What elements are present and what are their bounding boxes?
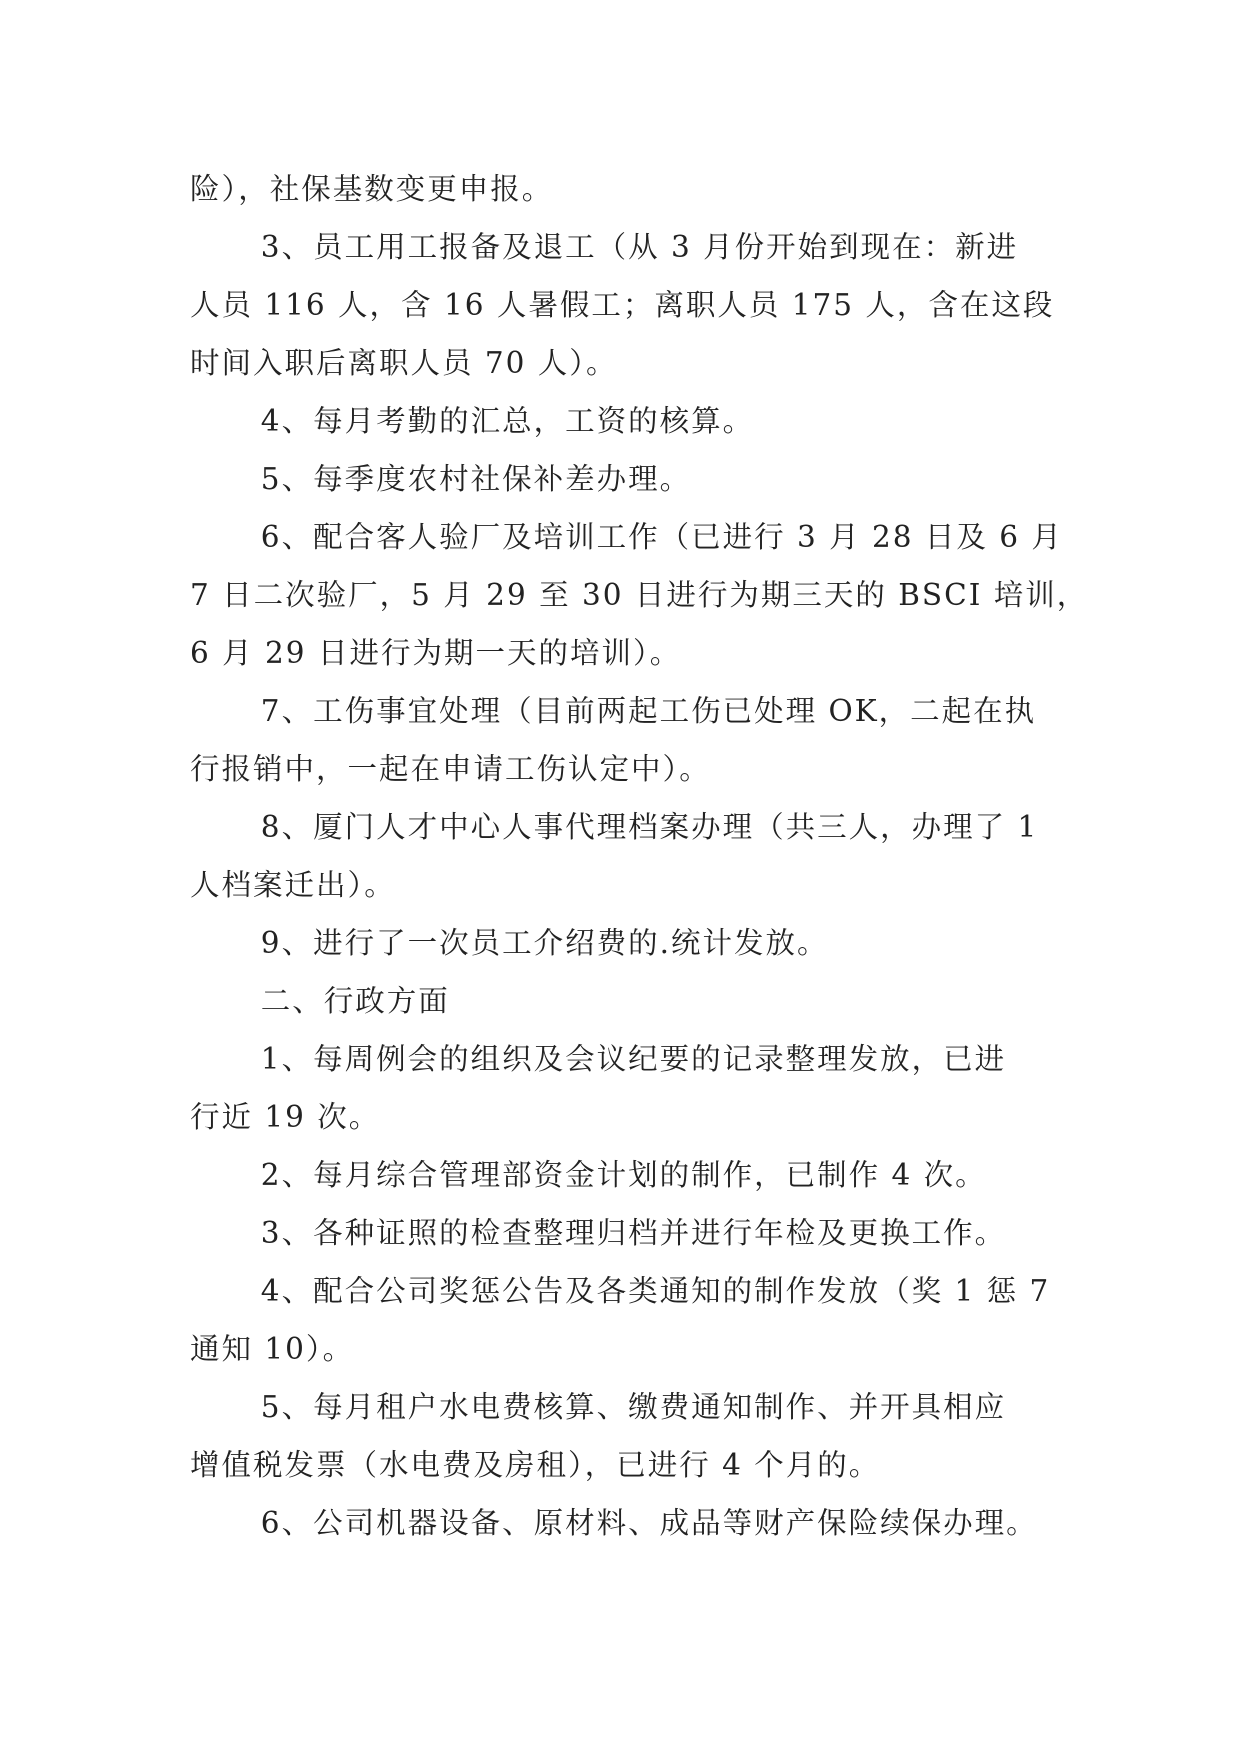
text-line: 4、配合公司奖惩公告及各类通知的制作发放（奖 1 惩 7: [260, 1274, 1051, 1308]
text-line: 6、公司机器设备、原材料、成品等财产保险续保办理。: [260, 1506, 1038, 1540]
text-line: 1、每周例会的组织及会议纪要的记录整理发放，已进: [260, 1042, 1007, 1076]
document-body: [190, 160, 1089, 1552]
text-line: 6、配合客人验厂及培训工作（已进行 3 月 28 日及 6 月: [260, 520, 1063, 554]
text-line: 5、每月租户水电费核算、缴费通知制作、并开具相应: [260, 1390, 1007, 1424]
text-line: 增值税发票（水电费及房租），已进行 4 个月的。: [190, 1448, 881, 1482]
text-line: 9、进行了一次员工介绍费的.统计发放。: [260, 926, 829, 960]
text-line: 时间入职后离职人员 70 人）。: [190, 346, 618, 380]
text-line: 行报销中，一起在申请工伤认定中）。: [190, 752, 711, 786]
text-line: 6 月 29 日进行为期一天的培训）。: [190, 636, 682, 670]
text-line: 二、行政方面: [260, 984, 450, 1018]
text-line: 险），社保基数变更申报。: [190, 172, 554, 206]
text-line: 8、厦门人才中心人事代理档案办理（共三人，办理了 1: [260, 810, 1039, 844]
text-line: 2、每月综合管理部资金计划的制作，已制作 4 次。: [260, 1158, 987, 1192]
text-line: 人档案迁出）。: [190, 868, 396, 902]
text-line: 5、每季度农村社保补差办理。: [260, 462, 692, 496]
text-line: 3、各种证照的检查整理归档并进行年检及更换工作。: [260, 1216, 1007, 1250]
text-line: 行近 19 次。: [190, 1100, 381, 1134]
text-line: 通知 10）。: [190, 1332, 355, 1366]
text-line: 7、工伤事宜处理（目前两起工伤已处理 OK，二起在执: [260, 694, 1037, 728]
text-line: 7 日二次验厂，5 月 29 至 30 日进行为期三天的 BSCI 培训，: [190, 578, 1089, 612]
text-line: 3、员工用工报备及退工（从 3 月份开始到现在：新进: [260, 230, 1019, 264]
text-line: 4、每月考勤的汇总，工资的核算。: [260, 404, 755, 438]
text-line: 人员 116 人，含 16 人暑假工；离职人员 175 人，含在这段: [190, 288, 1055, 322]
